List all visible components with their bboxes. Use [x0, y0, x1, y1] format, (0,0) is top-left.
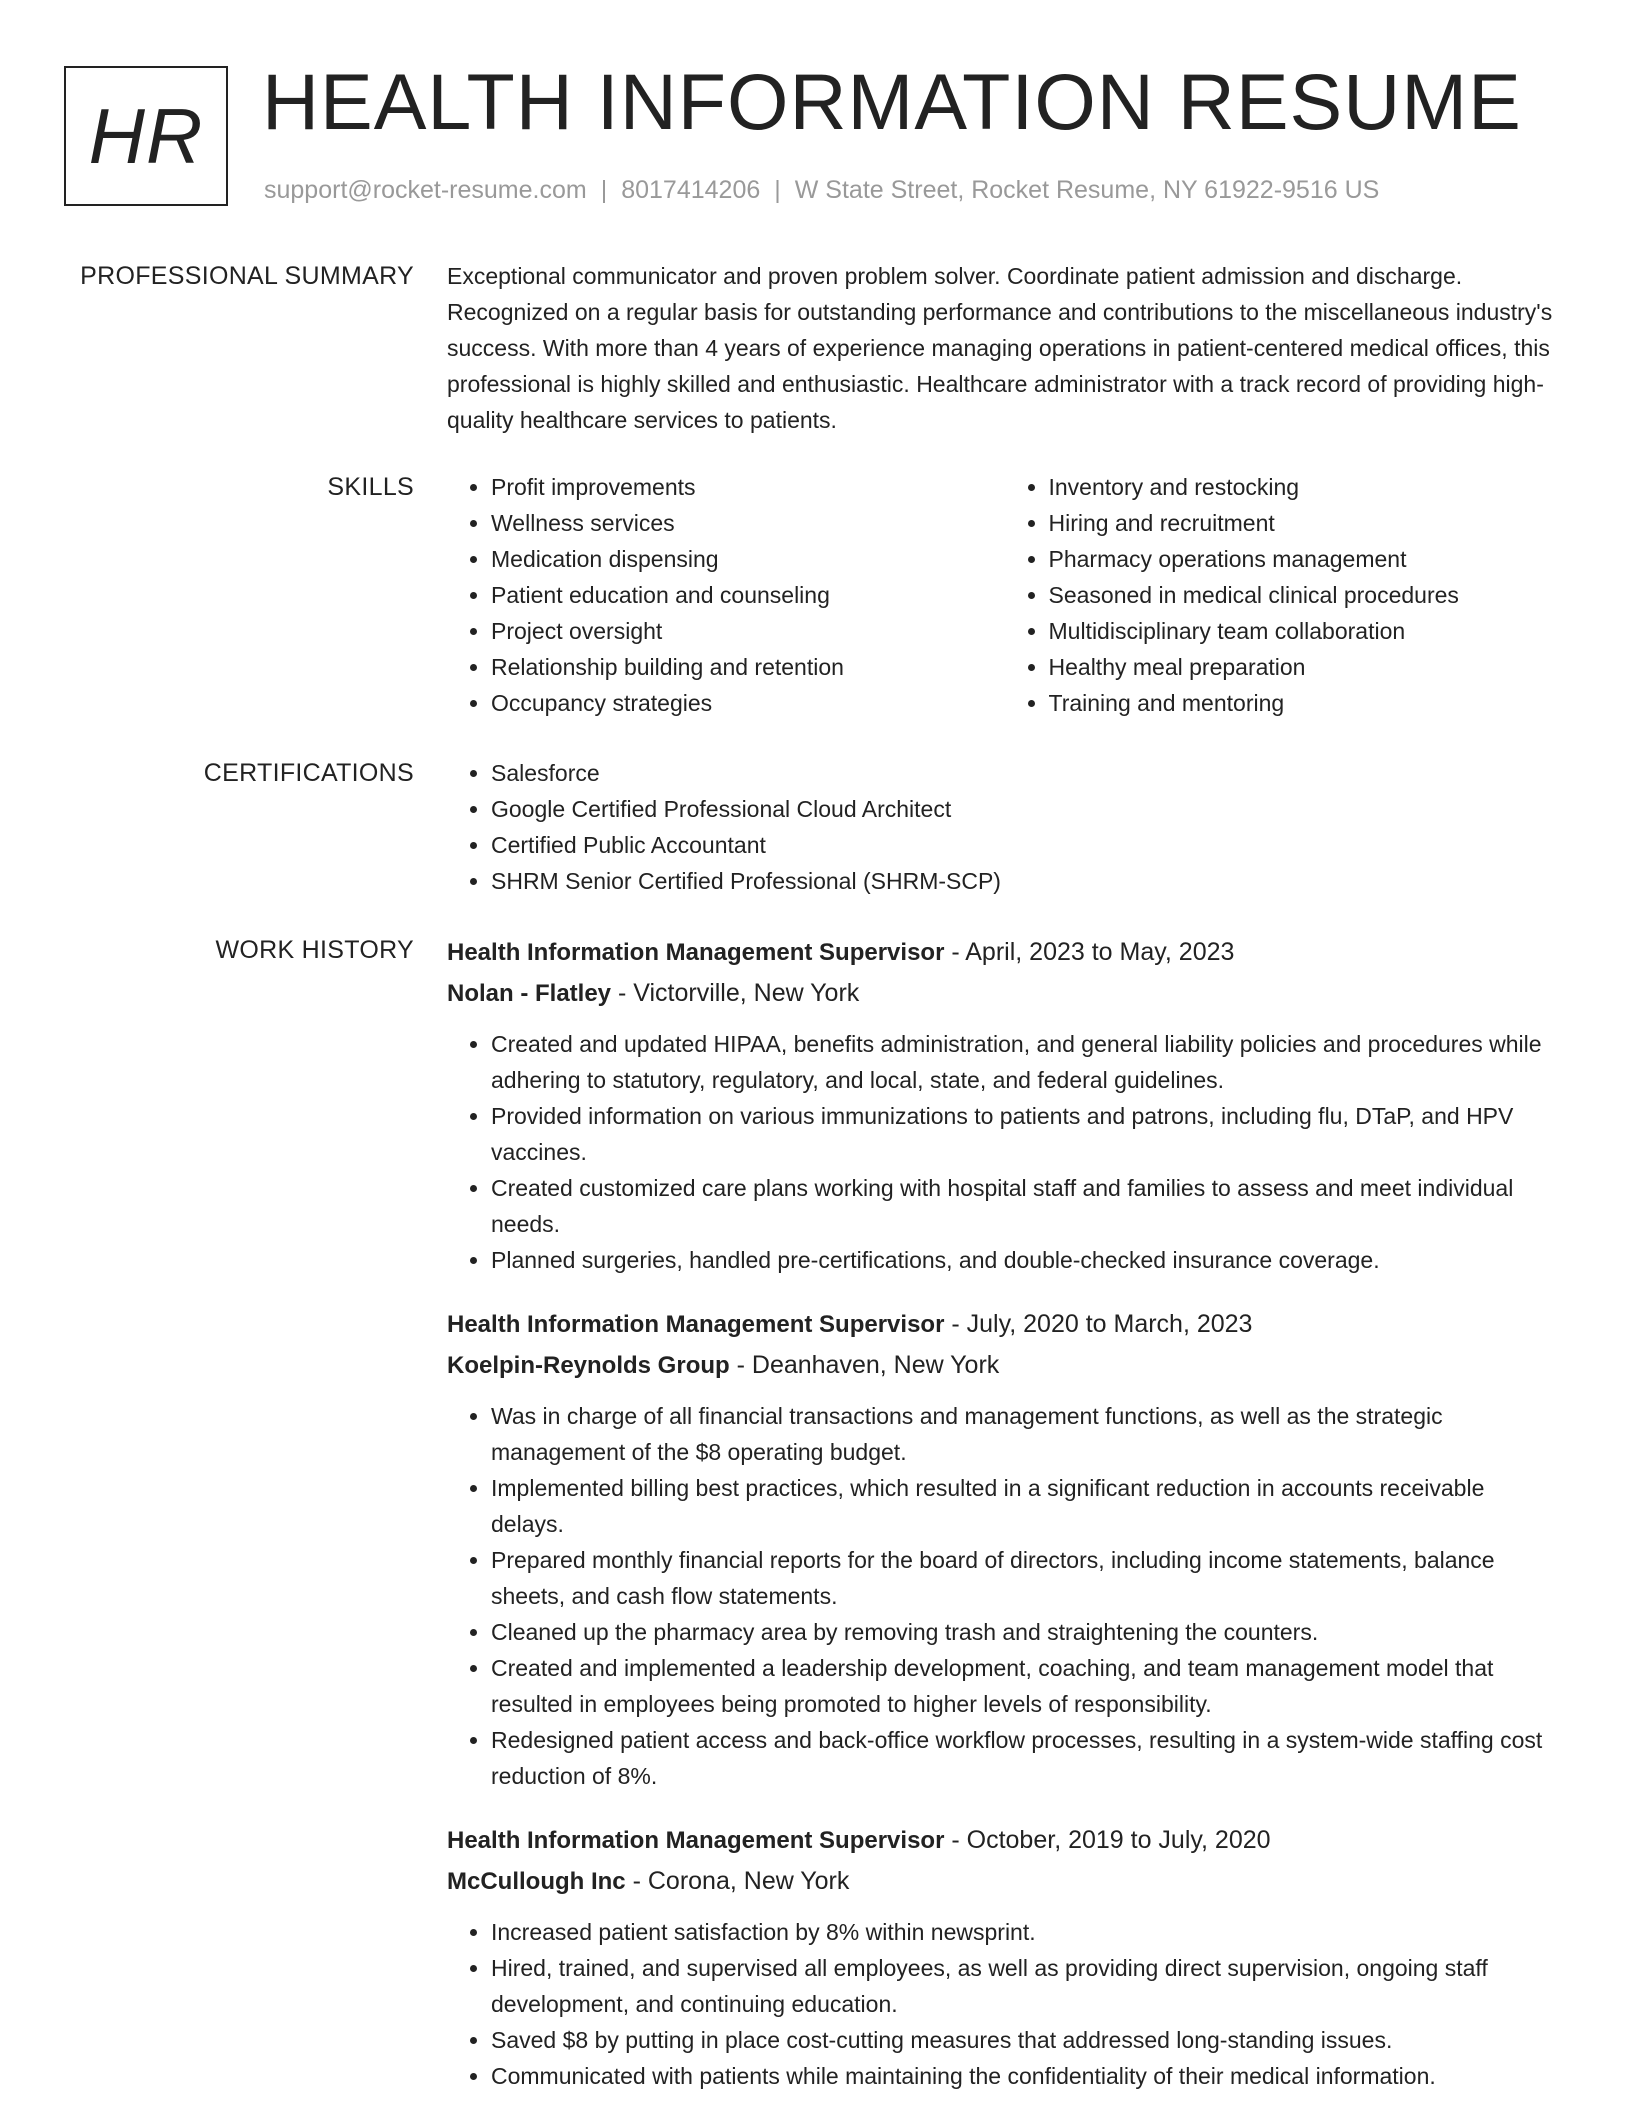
job-entry	[447, 1820, 1562, 2094]
summary-heading: PROFESSIONAL SUMMARY	[80, 262, 414, 290]
contact-email[interactable]: support@rocket-resume.com	[264, 176, 587, 204]
skill-item: • Patient education and counseling	[491, 577, 1005, 613]
skill-item: • Inventory and restocking	[1049, 469, 1563, 505]
job-bullet-list	[447, 1026, 1562, 1278]
job-entry	[447, 932, 1562, 1278]
job-company-line	[447, 1345, 1562, 1386]
job-location: - Corona, New York	[625, 1867, 850, 1895]
job-company: McCullough Inc	[447, 1868, 626, 1895]
job-company: Nolan - Flatley	[447, 980, 612, 1007]
summary-body	[447, 258, 1562, 438]
job-title: Health Information Management Supervisor	[447, 1827, 945, 1854]
job-bullet: • Created customized care plans working with hospital staff and families to assess and meet individual needs.	[491, 1170, 1562, 1242]
job-bullet: • Was in charge of all financial transactions and management functions, as well as the strategic management of the $8 operating budget.	[491, 1398, 1562, 1470]
job-bullet: • Communicated with patients while maintaining the confidentiality of their medical information.	[491, 2058, 1562, 2094]
skill-item: • Pharmacy operations management	[1049, 541, 1563, 577]
job-bullet-list	[447, 1914, 1562, 2094]
skill-item: • Relationship building and retention	[491, 649, 1005, 685]
job-company-line	[447, 973, 1562, 1014]
skill-item: • Seasoned in medical clinical procedures	[1049, 577, 1563, 613]
job-bullet: • Redesigned patient access and back-office workflow processes, resulting in a system-wide staffing cost reduction of 8%.	[491, 1722, 1562, 1794]
certifications-list	[447, 755, 1562, 899]
job-bullet: • Provided information on various immunizations to patients and patrons, including flu, DTaP, and HPV vaccines.	[491, 1098, 1562, 1170]
monogram-text: HR	[88, 92, 204, 180]
job-title-line	[447, 1304, 1562, 1345]
job-dates: - July, 2020 to March, 2023	[944, 1310, 1253, 1338]
job-title: Health Information Management Supervisor	[447, 1311, 945, 1338]
contact-separator: |	[600, 176, 608, 204]
job-title: Health Information Management Supervisor	[447, 939, 945, 966]
skill-item: • Project oversight	[491, 613, 1005, 649]
skills-heading: SKILLS	[327, 473, 414, 501]
skill-item: • Wellness services	[491, 505, 1005, 541]
skill-item: • Medication dispensing	[491, 541, 1005, 577]
certification-item: • Salesforce	[491, 755, 1562, 791]
job-location: - Deanhaven, New York	[729, 1351, 1000, 1379]
skill-item: • Hiring and recruitment	[1049, 505, 1563, 541]
skills-body	[447, 469, 1562, 721]
contact-line	[264, 175, 1379, 205]
job-bullet: • Hired, trained, and supervised all employees, as well as providing direct supervision, ongoing staff development, and continuing education.	[491, 1950, 1562, 2022]
job-bullet: • Cleaned up the pharmacy area by removing trash and straightening the counters.	[491, 1614, 1562, 1650]
work-history-body	[447, 932, 1562, 2120]
job-bullet: • Saved $8 by putting in place cost-cutting measures that addressed long-standing issues.	[491, 2022, 1562, 2058]
skills-list-left	[447, 469, 1005, 721]
job-company: Koelpin-Reynolds Group	[447, 1352, 730, 1379]
skill-item: • Training and mentoring	[1049, 685, 1563, 721]
summary-text: Exceptional communicator and proven problem solver. Coordinate patient admission and discharge. Recognized on a regular basis for outstanding performance and contributions to the miscellaneous industry's success. With more than 4 years of experience managing operations in patient-centered medical offices, this professional is highly skilled and enthusiastic. Healthcare administrator with a track record of providing high-quality healthcare services to patients.	[447, 263, 1553, 433]
contact-separator: |	[774, 176, 781, 204]
monogram-logo	[64, 66, 228, 206]
job-entry	[447, 1304, 1562, 1794]
job-bullet: • Created and implemented a leadership development, coaching, and team management model that resulted in employees being promoted to higher levels of responsibility.	[491, 1650, 1562, 1722]
job-bullet-list	[447, 1398, 1562, 1794]
job-bullet: • Planned surgeries, handled pre-certifications, and double-checked insurance coverage.	[491, 1242, 1562, 1278]
certification-item: • SHRM Senior Certified Professional (SHRM-SCP)	[491, 863, 1562, 899]
certification-item: • Certified Public Accountant	[491, 827, 1562, 863]
contact-address: W State Street, Rocket Resume, NY 61922-9516 US	[794, 176, 1380, 204]
job-title-line	[447, 1820, 1562, 1861]
skills-list-right	[1005, 469, 1563, 721]
job-bullet: • Implemented billing best practices, which resulted in a significant reduction in accounts receivable delays.	[491, 1470, 1562, 1542]
resume-title: HEALTH INFORMATION RESUME	[262, 57, 1522, 146]
certification-item: • Google Certified Professional Cloud Architect	[491, 791, 1562, 827]
job-dates: - October, 2019 to July, 2020	[944, 1826, 1271, 1854]
skill-item: • Multidisciplinary team collaboration	[1049, 613, 1563, 649]
certifications-body	[447, 755, 1562, 899]
skill-item: • Healthy meal preparation	[1049, 649, 1563, 685]
skill-item: • Occupancy strategies	[491, 685, 1005, 721]
contact-phone[interactable]: 8017414206	[621, 176, 761, 204]
job-bullet: • Created and updated HIPAA, benefits administration, and general liability policies and procedures while adhering to statutory, regulatory, and local, state, and federal guidelines.	[491, 1026, 1562, 1098]
work-history-heading: WORK HISTORY	[215, 936, 414, 964]
job-dates: - April, 2023 to May, 2023	[944, 938, 1235, 966]
job-location: - Victorville, New York	[611, 979, 860, 1007]
job-bullet: • Increased patient satisfaction by 8% within newsprint.	[491, 1914, 1562, 1950]
job-company-line	[447, 1861, 1562, 1902]
certifications-heading: CERTIFICATIONS	[203, 759, 414, 787]
job-bullet: • Prepared monthly financial reports for the board of directors, including income statements, balance sheets, and cash flow statements.	[491, 1542, 1562, 1614]
job-title-line	[447, 932, 1562, 973]
skill-item: • Profit improvements	[491, 469, 1005, 505]
